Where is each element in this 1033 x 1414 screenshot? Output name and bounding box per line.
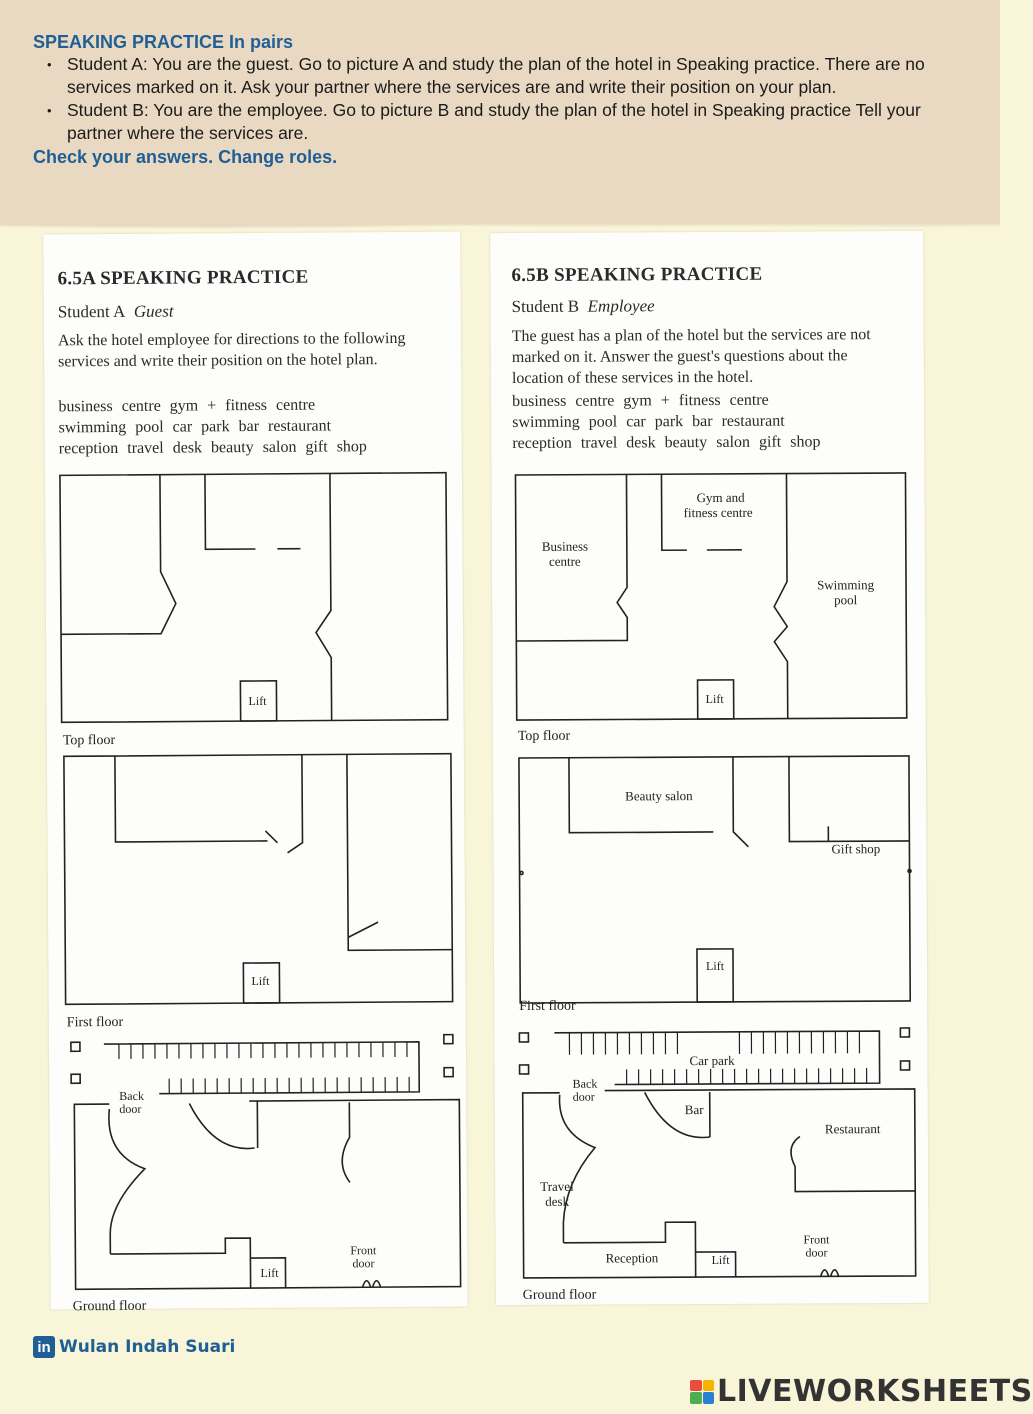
swimming-pool-label: Swimming [817, 577, 875, 593]
brand-name: LIVEWORKSHEETS [717, 1374, 1033, 1409]
lift-label: Lift [705, 691, 724, 707]
instruction-student-b: • Student B: You are the employee. Go to picture B and study the plan of the hotel in Speaking practice Tell your partner where the services are. [67, 99, 953, 145]
lift-label: Lift [706, 958, 725, 974]
liveworksheets-icon [690, 1380, 714, 1404]
beauty-salon-label: Beauty salon [625, 788, 693, 804]
student-b-label: Student B [511, 296, 580, 317]
instructions [33, 31, 953, 169]
front-door-label: Front [803, 1232, 830, 1247]
front-door-label: door [805, 1245, 828, 1260]
back-door-label: Back [119, 1088, 144, 1103]
section-a-title: 6.5A SPEAKING PRACTICE [57, 266, 309, 290]
section-a-description: Ask the hotel employee for directions to the following services and write their position on the hotel plan. [57, 329, 406, 371]
gym-label: fitness centre [683, 504, 753, 521]
front-door-label: door [352, 1256, 375, 1271]
author-name: Wulan Indah Suari [59, 1337, 236, 1357]
back-door-label: door [572, 1089, 595, 1104]
service-line: business centre gym + fitness centre [512, 391, 769, 411]
swimming-pool-label: pool [834, 592, 858, 608]
worksheet-image-a [43, 232, 467, 1315]
instructions-title: SPEAKING PRACTICE In pairs [33, 32, 294, 52]
first-floor-label: First floor [66, 1014, 124, 1031]
hotel-plan-b [490, 231, 929, 1305]
ground-floor-plan-a [71, 1035, 461, 1290]
service-line: reception travel desk beauty salon gift shop [512, 433, 821, 453]
linkedin-icon: in [33, 1336, 55, 1358]
ground-floor-label: Ground floor [522, 1287, 597, 1303]
lift-label: Lift [251, 973, 270, 989]
business-centre-label: centre [548, 553, 581, 569]
service-line: swimming pool car park bar restaurant [58, 417, 332, 437]
first-floor-plan-a [64, 754, 453, 1005]
student-b-role: Employee [587, 296, 655, 316]
student-a-label: Student A [57, 301, 126, 322]
check-answers-text: Check your answers. Change roles. [33, 147, 338, 167]
instruction-list [33, 53, 953, 145]
service-line: business centre gym + fitness centre [58, 396, 316, 416]
service-line: reception travel desk beauty salon gift shop [58, 438, 367, 458]
service-line: swimming pool car park bar restaurant [512, 412, 785, 432]
student-a-role: Guest [133, 301, 174, 321]
lift-label: Lift [260, 1265, 279, 1280]
restaurant-label: Restaurant [824, 1121, 881, 1137]
gift-shop-label: Gift shop [831, 841, 881, 857]
top-floor-label: Top floor [62, 732, 116, 749]
instruction-student-a: • Student A: You are the guest. Go to picture A and study the plan of the hotel in Speaking practice. There are no services marked on it. Ask your partner where the services are and write their position on your plan. [67, 53, 953, 99]
section-b-description: The guest has a plan of the hotel but the services are not marked on it. Answer the guest's questions about the location of these services in the hotel. [511, 326, 871, 388]
first-floor-label: First floor [519, 998, 576, 1014]
section-b-title: 6.5B SPEAKING PRACTICE [511, 263, 763, 287]
liveworksheets-logo[interactable] [690, 1374, 1033, 1409]
lift-label: Lift [248, 693, 267, 709]
hotel-plan-a [43, 232, 467, 1315]
reception-label: Reception [605, 1250, 659, 1266]
top-floor-plan-a [60, 473, 448, 723]
travel-desk-label: Travel [540, 1178, 574, 1194]
lift-label: Lift [711, 1252, 730, 1267]
front-door-label: Front [350, 1243, 377, 1258]
worksheet-image-b [490, 231, 929, 1305]
travel-desk-label: desk [545, 1193, 570, 1209]
author-credit [33, 1336, 235, 1358]
car-park-label: Car park [689, 1052, 735, 1069]
top-floor-label: Top floor [517, 728, 571, 745]
bar-label: Bar [684, 1102, 704, 1118]
gym-label: Gym and [696, 489, 745, 506]
ground-floor-label: Ground floor [72, 1298, 147, 1315]
back-door-label: Back [572, 1076, 598, 1091]
business-centre-label: Business [541, 538, 589, 554]
back-door-label: door [119, 1101, 142, 1116]
